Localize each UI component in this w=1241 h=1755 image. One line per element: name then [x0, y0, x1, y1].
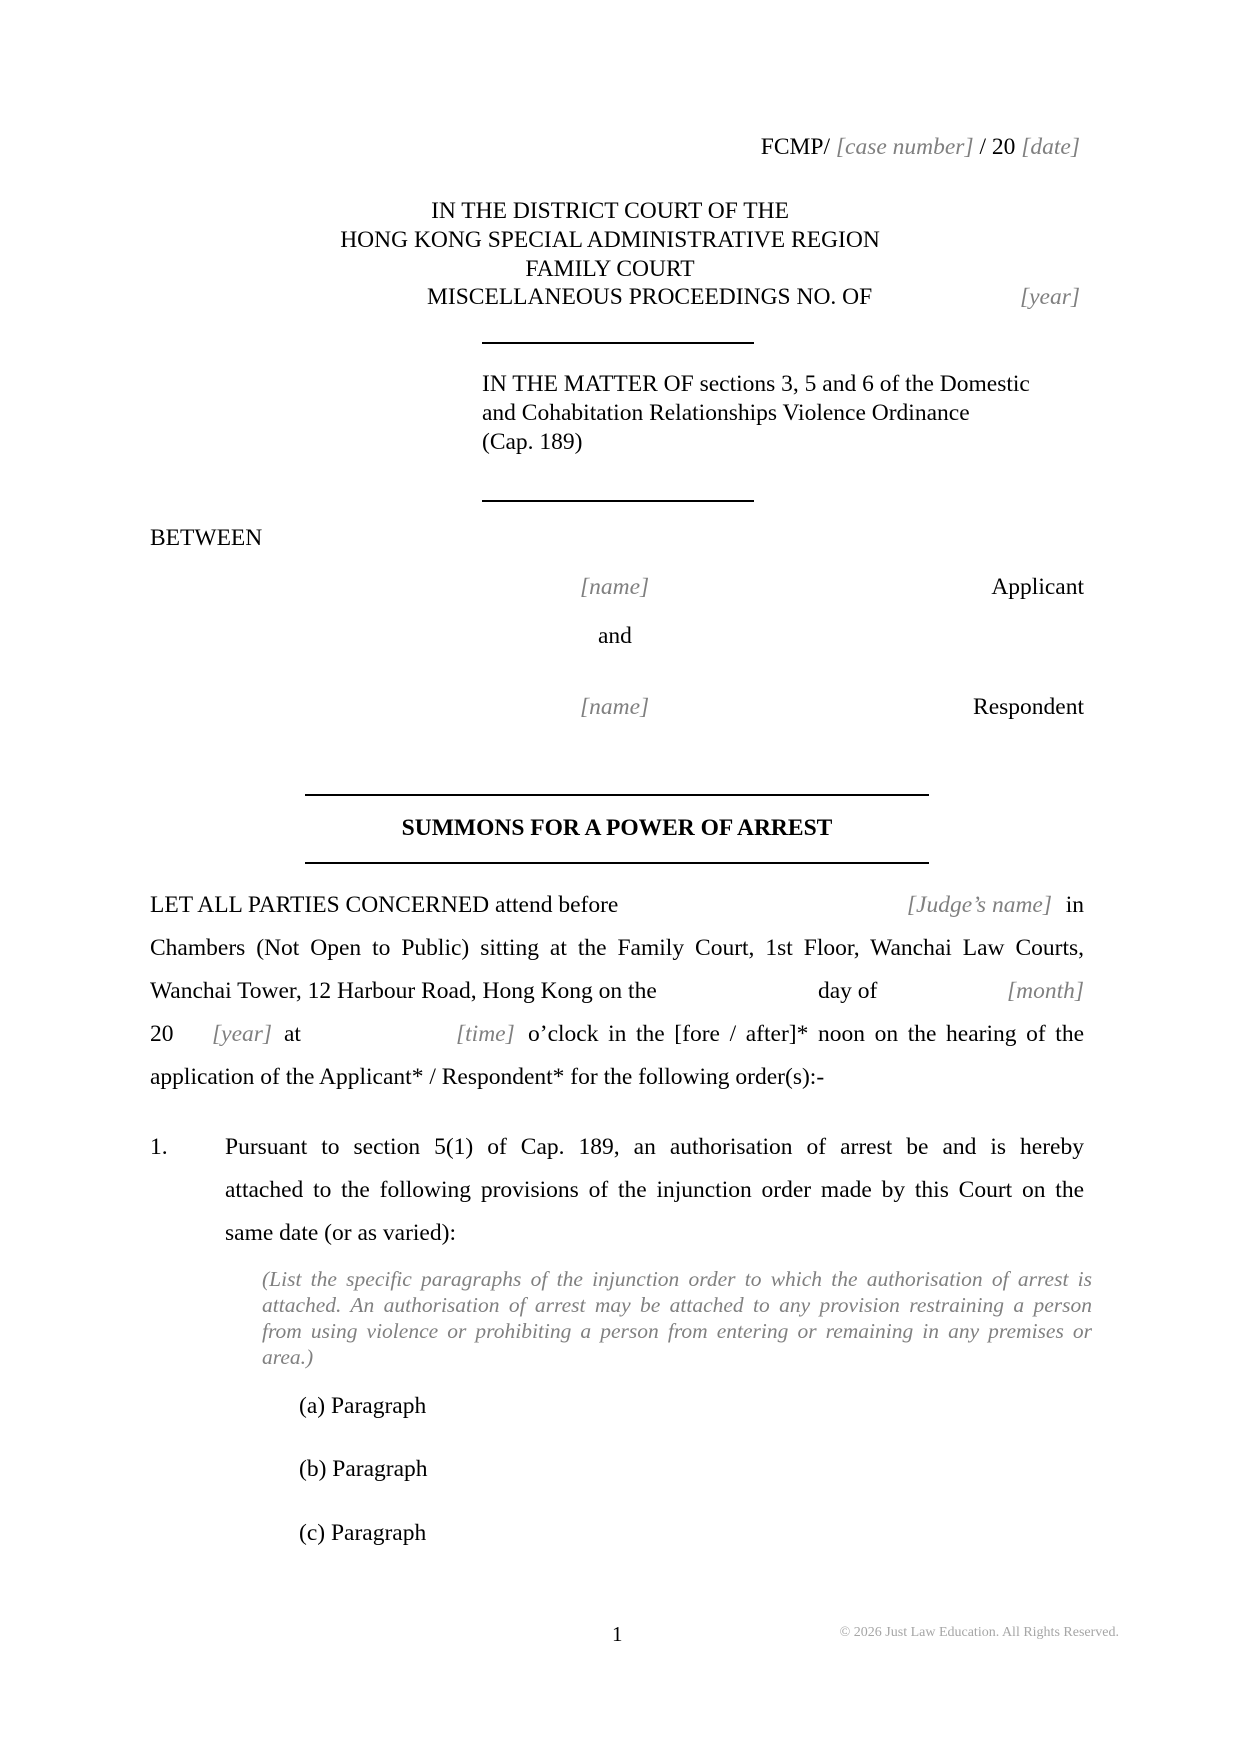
case-mid: / 20	[979, 134, 1016, 160]
day-of-label: day of	[818, 978, 878, 1004]
note-line-1: (List the specific paragraphs of the injunction order to which the authorisation of arrest is	[262, 1267, 1092, 1291]
respondent-role: Respondent	[973, 694, 1084, 720]
year-placeholder[interactable]: [year]	[1019, 284, 1080, 310]
case-number-placeholder[interactable]: [case number]	[835, 134, 974, 160]
divider-rule	[482, 500, 754, 502]
body-line-4-text: o’clock in the [fore / after]* noon on the hearing of the	[528, 1021, 1084, 1047]
sub-paragraph-a: (a) Paragraph	[299, 1393, 427, 1419]
title-rule-top	[305, 794, 929, 796]
matter-block	[482, 370, 1030, 457]
copyright-notice: © 2026 Just Law Education. All Rights Reserved.	[839, 1625, 1119, 1640]
body-line-5: application of the Applicant* / Respondent* for the following order(s):-	[150, 1064, 825, 1090]
month-placeholder[interactable]: [month]	[1006, 978, 1084, 1004]
time-placeholder[interactable]: [time]	[456, 1021, 515, 1047]
divider-rule	[482, 342, 754, 344]
date-placeholder[interactable]: [date]	[1021, 134, 1080, 160]
instruction-note	[262, 1266, 1092, 1370]
proceedings-line: MISCELLANEOUS PROCEEDINGS NO. OF	[427, 284, 873, 310]
body-line-3-text: Wanchai Tower, 12 Harbour Road, Hong Kong on the	[150, 978, 657, 1004]
body-line-3	[150, 978, 1084, 1005]
sub-paragraph-c: (c) Paragraph	[299, 1520, 427, 1546]
case-prefix: FCMP/	[760, 134, 830, 160]
document-title: SUMMONS FOR A POWER OF ARREST	[401, 815, 833, 841]
matter-line-2: and Cohabitation Relationships Violence Ordinance	[482, 400, 970, 426]
note-line-4: area.)	[262, 1345, 314, 1369]
applicant-name-placeholder[interactable]: [name]	[580, 574, 650, 600]
item-number: 1.	[150, 1134, 168, 1160]
note-line-2: attached. An authorisation of arrest may be attached to any provision restraining a person	[262, 1293, 1092, 1317]
body-line-2: Chambers (Not Open to Public) sitting at the Family Court, 1st Floor, Wanchai Law Courts,	[150, 935, 1084, 961]
and-label: and	[598, 623, 632, 649]
item-line-3: same date (or as varied):	[225, 1220, 456, 1246]
item-line-1: Pursuant to section 5(1) of Cap. 189, an authorisation of arrest be and is hereby	[225, 1134, 1084, 1160]
body-line-4	[150, 1021, 1084, 1048]
case-number-line	[761, 134, 1080, 161]
body-line-4-year-prefix: 20	[150, 1021, 174, 1047]
year-placeholder[interactable]: [year]	[212, 1021, 273, 1047]
body-line-1	[150, 892, 1084, 919]
matter-line-3: (Cap. 189)	[482, 429, 583, 455]
page-number: 1	[612, 1622, 623, 1646]
court-line-3: FAMILY COURT	[525, 256, 695, 282]
court-line-1: IN THE DISTRICT COURT OF THE	[431, 198, 789, 224]
court-heading	[300, 197, 920, 284]
body-line-1-end: in	[1065, 892, 1084, 918]
note-line-3: from using violence or prohibiting a person from entering or remaining in any premises or	[262, 1319, 1092, 1343]
respondent-name-placeholder[interactable]: [name]	[580, 694, 650, 720]
body-line-1-text: LET ALL PARTIES CONCERNED attend before	[150, 892, 619, 918]
item-line-2: attached to the following provisions of the injunction order made by this Court on the	[225, 1177, 1084, 1203]
applicant-role: Applicant	[991, 574, 1084, 600]
court-line-2: HONG KONG SPECIAL ADMINISTRATIVE REGION	[340, 227, 880, 253]
title-rule-bottom	[305, 862, 929, 864]
sub-paragraph-b: (b) Paragraph	[299, 1456, 428, 1482]
judge-name-placeholder[interactable]: [Judge’s name]	[906, 892, 1052, 918]
between-label: BETWEEN	[150, 525, 263, 551]
matter-line-1: IN THE MATTER OF sections 3, 5 and 6 of the Domestic	[482, 371, 1030, 397]
at-label: at	[284, 1021, 301, 1047]
